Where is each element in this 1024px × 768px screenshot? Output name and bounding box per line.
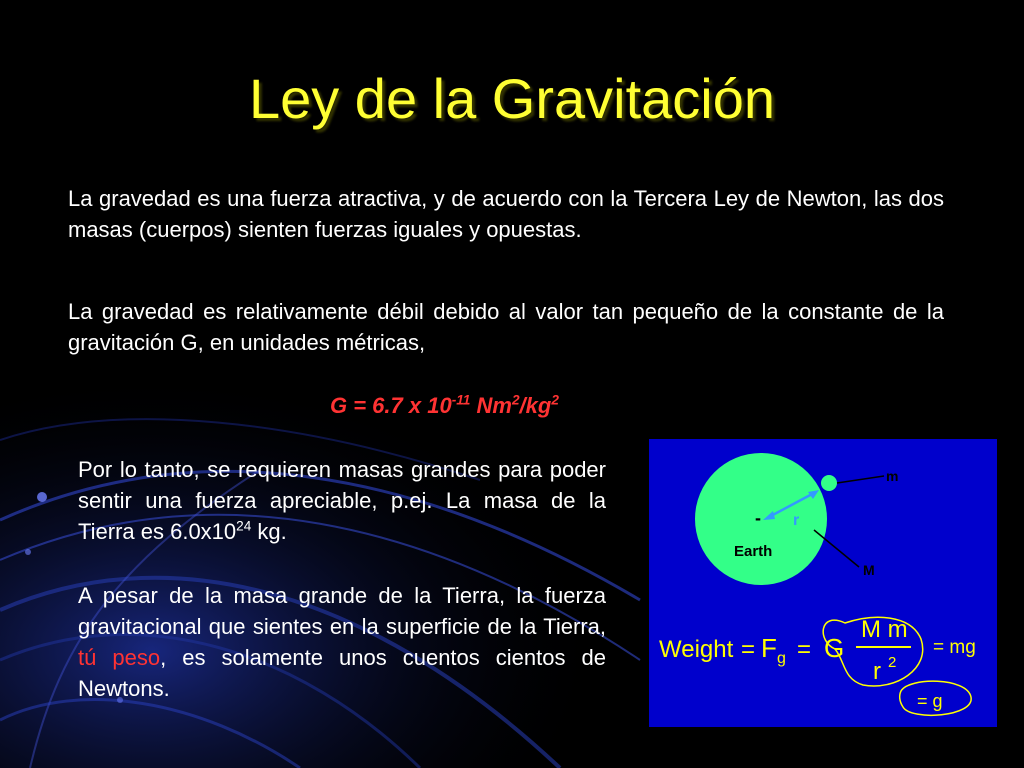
small-mass-circle <box>821 475 837 491</box>
eq-g: = g <box>917 691 943 711</box>
M-leader-line <box>814 530 859 567</box>
gravity-diagram-svg <box>649 439 997 727</box>
eq-equals-1: = <box>741 636 756 663</box>
eq-equals-2: = <box>797 636 812 663</box>
paragraph-gravity-weak: La gravedad es relativamente débil debido al valor tan pequeño de la constante de la gravitación G, en unidades métricas, <box>68 299 944 355</box>
formula-unit-mid: /kg <box>519 393 552 418</box>
formula-exponent: -11 <box>451 392 471 408</box>
p4-before: A pesar de la masa grande de la Tierra, la fuerza gravitacional que sientes en la superficie de la Tierra, <box>78 583 606 639</box>
center-dot-label: - <box>755 508 761 528</box>
eq-F: F <box>761 633 777 663</box>
eq-numerator: M m <box>861 616 908 643</box>
slide-title: Ley de la Gravitación <box>248 67 776 130</box>
eq-F-subscript: g <box>777 650 786 667</box>
earth-circle <box>695 453 827 585</box>
paragraph-large-masses <box>78 454 606 547</box>
eq-G: G <box>824 633 845 663</box>
paragraph-gravity-attractive: La gravedad es una fuerza atractiva, y de acuerdo con la Tercera Ley de Newton, las dos masas (cuerpos) sienten fuerzas iguales y opuestas. <box>68 186 944 242</box>
earth-label: Earth <box>734 543 773 560</box>
paragraph-weight <box>78 580 606 704</box>
m-leader-line <box>837 476 884 483</box>
m-label: m <box>886 468 899 484</box>
formula-unit-exponent-2: 2 <box>551 392 559 408</box>
p3-exponent: 24 <box>236 518 252 534</box>
M-label: M <box>863 562 875 578</box>
p4-highlight: tú peso <box>78 645 161 670</box>
r-label: r <box>793 512 800 529</box>
formula-prefix: G = 6.7 x 10 <box>330 393 452 418</box>
eq-mg: = mg <box>933 637 976 658</box>
p3-text: Por lo tanto, se requieren masas grandes para poder sentir una fuerza apreciable, p.ej. La masa de la Tierra es 6.0x10 <box>78 457 606 544</box>
p4-after: , es solamente unos cuentos cientos de Newtons. <box>78 645 606 701</box>
gravitational-constant-formula <box>330 393 559 419</box>
eq-denominator-exponent: 2 <box>888 654 897 671</box>
eq-weight: Weight <box>659 636 734 663</box>
gravity-diagram <box>649 439 997 727</box>
p3-suffix: kg. <box>251 519 287 544</box>
eq-denominator: r <box>873 658 881 685</box>
formula-unit: Nm <box>470 393 512 418</box>
formula-unit-exponent-1: 2 <box>511 392 520 408</box>
